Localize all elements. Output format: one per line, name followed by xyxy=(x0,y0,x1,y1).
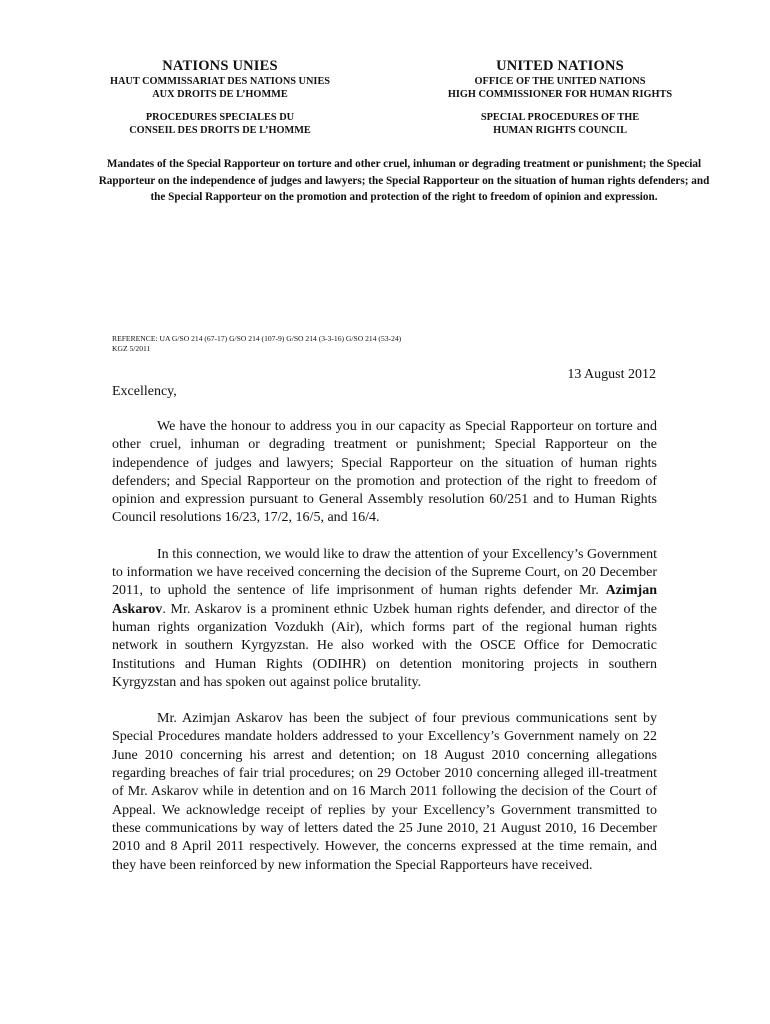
header-english xyxy=(405,58,715,137)
paragraph-1: We have the honour to address you in our capacity as Special Rapporteur on torture and other cruel, inhuman or degrading treatment or punishment; Special Rapporteur on the independence of judges and lawyers; Special Rapporteur on the situation of human rights defenders; and Special Rapporteur on the promotion and protection of the right to freedom of opinion and expression pursuant to General Assembly resolution 60/251 and to Human Rights Council resolutions 16/23, 17/2, 16/5, and 16/4. xyxy=(112,419,657,526)
reference-code: KGZ 5/2011 xyxy=(112,344,151,353)
paragraph-3: Mr. Azimjan Askarov has been the subject of four previous communications sent by Special Procedures mandate holders addressed to your Excellency’s Government namely on 22 June 2010 concerning his arrest and detention; on 18 August 2010 concerning allegations regarding breaches of fair trial procedures; on 29 October 2010 concerning alleged ill-treatment of Mr. Askarov while in detention and on 16 March 2011 following the decision of the Court of Appeal. We acknowledge receipt of replies by your Excellency’s Government transmitted to these communications by way of letters dated the 25 June 2010, 21 August 2010, 16 December 2010 and 8 April 2011 respectively. However, the concerns expressed at the time remain, and they have been reinforced by new information the Special Rapporteurs have received. xyxy=(112,711,657,873)
header-right-line4: HUMAN RIGHTS COUNCIL xyxy=(493,125,627,136)
paragraph-2-end: . Mr. Askarov is a prominent ethnic Uzbek human rights defender, and director of the human rights organization Vozdukh (Air), which forms part of the regional human rights network in southern Kyrgyzstan. He also worked with the OSCE Office for Democratic Institutions and Human Rights (ODIHR) on detention monitoring projects in southern Kyrgyzstan and has spoken out against police brutality. xyxy=(112,601,657,690)
header-french xyxy=(60,58,380,137)
header-left-title: NATIONS UNIES xyxy=(162,58,278,74)
header-left-line4: CONSEIL DES DROITS DE L’HOMME xyxy=(129,125,311,136)
paragraph-2-start: In this connection, we would like to draw the attention of your Excellency’s Government to information we have received concerning the decision of the Supreme Court, on 20 December 2011, to uphold the sentence of life imprisonment of human rights defender Mr. xyxy=(112,546,657,599)
header-right-line3: SPECIAL PROCEDURES OF THE xyxy=(480,112,640,123)
paragraph-2 xyxy=(112,546,657,692)
header-left-line3: PROCEDURES SPECIALES DU xyxy=(145,112,295,123)
header-left-line1: HAUT COMMISSARIAT DES NATIONS UNIES xyxy=(109,76,331,87)
reference-line: REFERENCE: UA G/SO 214 (67-17) G/SO 214 (107-9) G/SO 214 (3-3-16) G/SO 214 (53-24) xyxy=(112,334,402,343)
reference-block xyxy=(112,334,401,354)
letter-date: 13 August 2012 xyxy=(567,367,656,382)
header-left-line2: AUX DROITS DE L’HOMME xyxy=(152,89,288,100)
header-right-title: UNITED NATIONS xyxy=(496,58,624,74)
header-right-line2: HIGH COMMISSIONER FOR HUMAN RIGHTS xyxy=(447,89,673,100)
salutation: Excellency, xyxy=(112,384,177,399)
person-name: Azimjan Askarov xyxy=(112,583,657,617)
header-right-line1: OFFICE OF THE UNITED NATIONS xyxy=(474,76,646,87)
mandates-heading: Mandates of the Special Rapporteur on torture and other cruel, inhuman or degrading treatment or punishment; the Special Rapporteur on the independence of judges and lawyers; the Special Rapporteur on the situation of human rights defenders; and the Special Rapporteur on the promotion and protection of the right to freedom of opinion and expression. xyxy=(98,158,710,203)
letter-body xyxy=(112,418,657,893)
